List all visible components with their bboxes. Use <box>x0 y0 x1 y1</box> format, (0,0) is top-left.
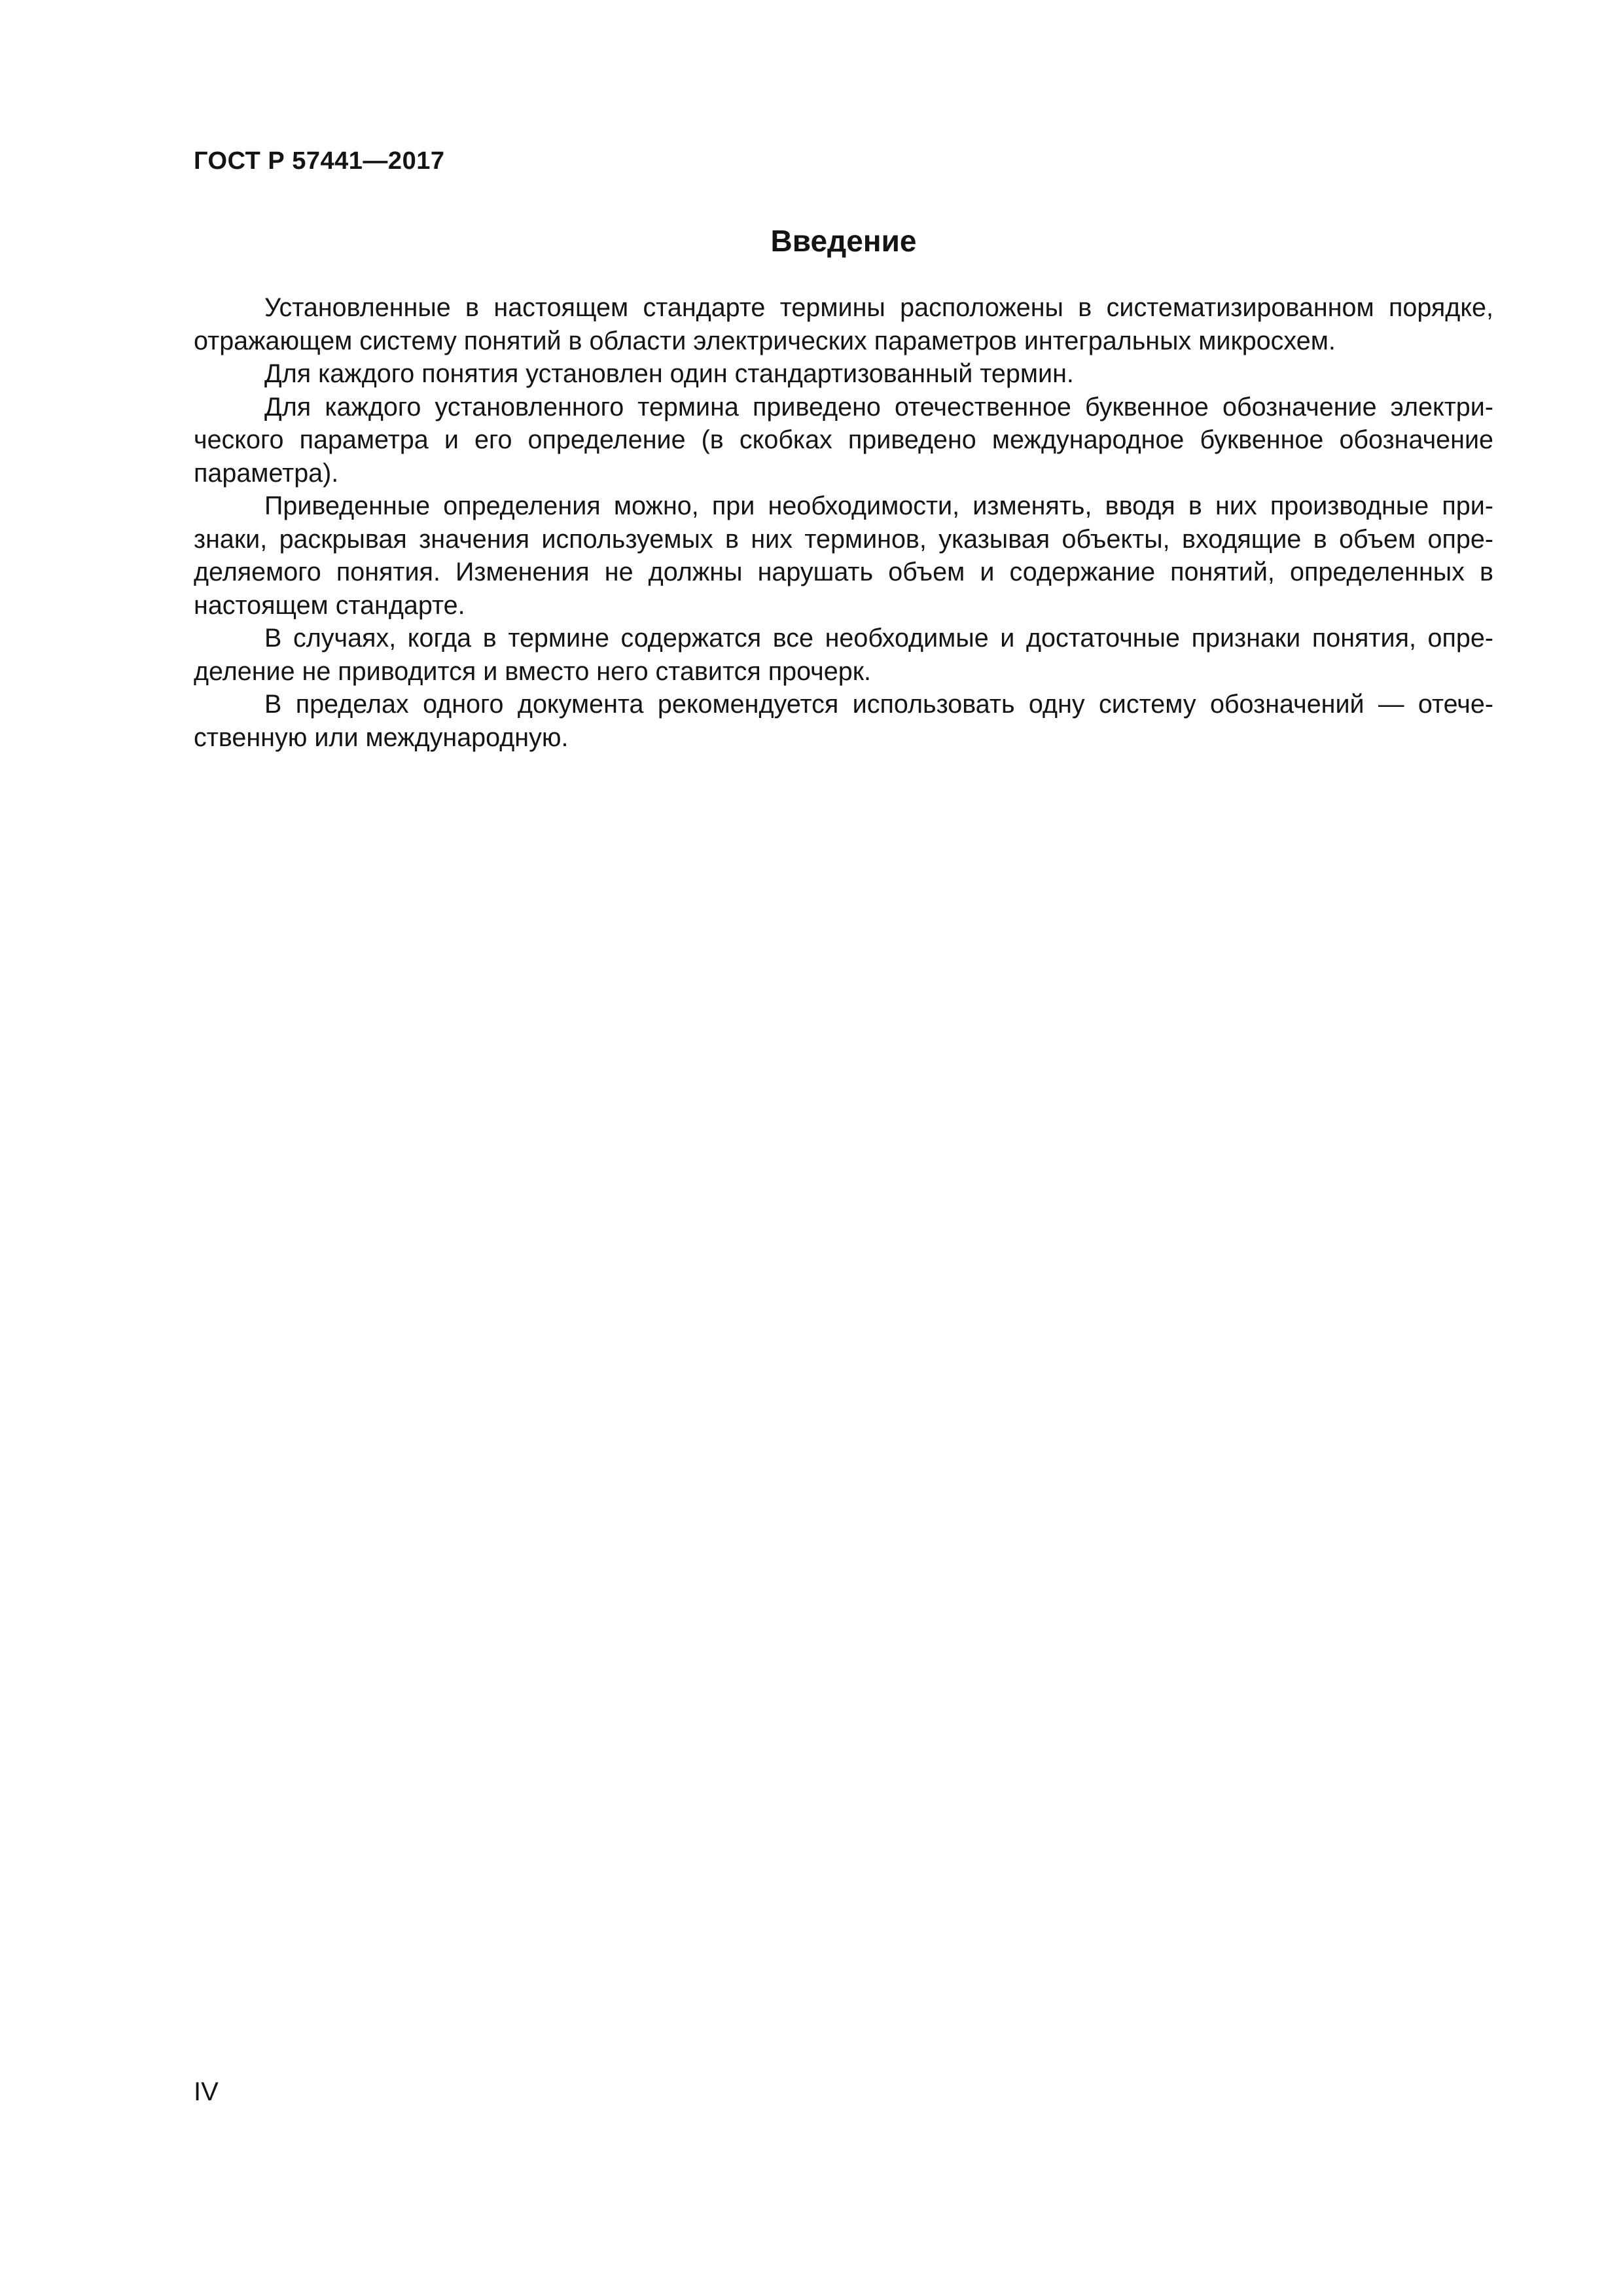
paragraph-6: В пределах одного документа рекомендуется использовать одну систему обозначений — отечественную или международную. <box>194 690 1493 752</box>
page-number: IV <box>194 2077 219 2106</box>
paragraph-4: Приведенные определения можно, при необходимости, изменять, вводя в них производные признаки, раскрывая значения используемых в них терминов, указывая объекты, входящие в объем определяемого понятия. Изменения не должны нарушать объем и содержание понятий, определенных в настоящем стандарте. <box>194 492 1493 620</box>
paragraph-5: В случаях, когда в термине содержатся все необходимые и достаточные признаки понятия, определение не приводится и вместо него ставится прочерк. <box>194 624 1493 686</box>
section-title: Введение <box>770 224 917 258</box>
paragraph-3: Для каждого установленного термина приведено отечественное буквенное обозначение электрического параметра и его определение (в скобках приведено международное буквенное обозначение параметра). <box>194 392 1493 488</box>
section-body <box>194 291 1493 754</box>
paragraph-1: Установленные в настоящем стандарте термины расположены в систематизированном порядке, отражающем систему понятий в области электрических параметров интегральных микросхем. <box>194 293 1493 355</box>
paragraph-2: Для каждого понятия установлен один стандартизованный термин. <box>264 359 1074 388</box>
document-code: ГОСТ Р 57441—2017 <box>194 147 445 175</box>
